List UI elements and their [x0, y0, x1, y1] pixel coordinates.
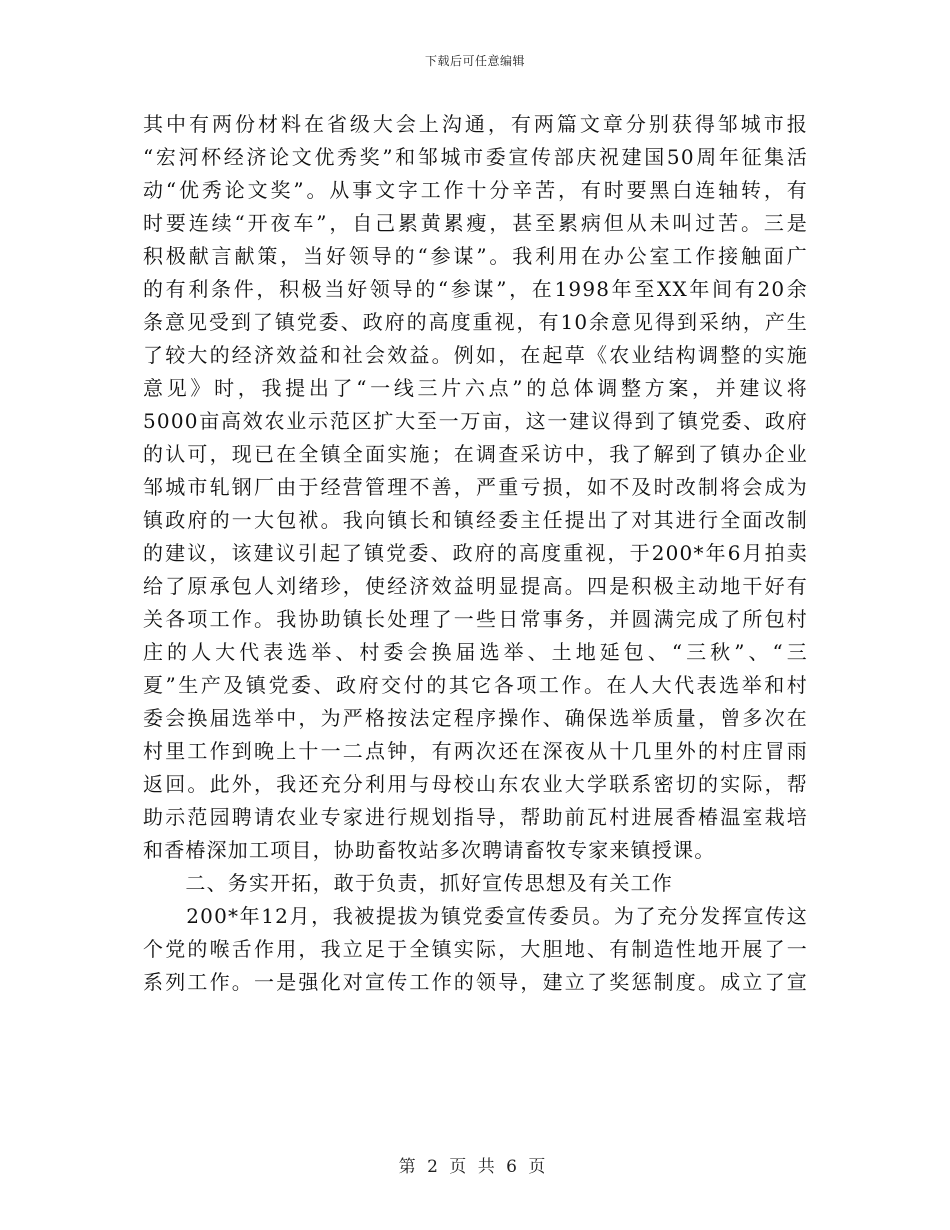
text-line: 镇政府的一大包袱。我向镇长和镇经委主任提出了对其进行全面改制 [143, 508, 808, 532]
text-line: 了较大的经济效益和社会效益。例如，在起草《农业结构调整的实施 [143, 343, 808, 367]
text-line: 关各项工作。我协助镇长处理了一些日常事务，并圆满完成了所包村 [143, 607, 808, 631]
footer-suffix: 页 [528, 1157, 546, 1177]
text-line: 系列工作。一是强化对宣传工作的领导，建立了奖惩制度。成立了宣 [143, 970, 808, 994]
text-line: 条意见受到了镇党委、政府的高度重视，有10余意见得到采纳，产生 [143, 310, 808, 334]
text-line: 的有利条件，积极当好领导的“参谋”，在1998年至XX年间有20余 [143, 277, 808, 301]
text-line: 个党的喉舌作用，我立足于全镇实际，大胆地、有制造性地开展了一 [143, 937, 808, 961]
total-page-number: 6 [506, 1157, 517, 1177]
text-line: 返回。此外，我还充分利用与母校山东农业大学联系密切的实际，帮 [143, 772, 808, 796]
text-line: 给了原承包人刘绪珍，使经济效益明显提高。四是积极主动地干好有 [143, 574, 808, 598]
section-heading: 二、务实开拓，敢于负责，抓好宣传思想及有关工作 [143, 871, 673, 895]
footer-prefix: 第 [398, 1157, 416, 1177]
text-line: 和香椿深加工项目，协助畜牧站多次聘请畜牧专家来镇授课。 [143, 838, 716, 862]
text-line: 助示范园聘请农业专家进行规划指导，帮助前瓦村进展香椿温室栽培 [143, 805, 808, 829]
text-line: 邹城市轧钢厂由于经营管理不善，严重亏损，如不及时改制将会成为 [143, 475, 808, 499]
text-line: 动“优秀论文奖”。从事文字工作十分辛苦，有时要黑白连轴转，有 [143, 178, 808, 202]
text-line: 意见》时，我提出了“一线三片六点”的总体调整方案，并建议将 [143, 376, 808, 400]
text-line: 时要连续“开夜车”，自己累黄累瘦，甚至累病但从未叫过苦。三是 [143, 211, 808, 235]
text-line: 积极献言献策，当好领导的“参谋”。我利用在办公室工作接触面广 [143, 244, 808, 268]
text-line: 的认可，现已在全镇全面实施；在调查采访中，我了解到了镇办企业 [143, 442, 808, 466]
text-line: 夏”生产及镇党委、政府交付的其它各项工作。在人大代表选举和村 [143, 673, 808, 697]
page-header: 下载后可任意编辑 [424, 54, 525, 68]
text-line: “宏河杯经济论文优秀奖”和邹城市委宣传部庆祝建国50周年征集活 [143, 145, 808, 169]
document-body [143, 108, 808, 999]
text-line: 委会换届选举中，为严格按法定程序操作、确保选举质量，曾多次在 [143, 706, 808, 730]
text-line: 庄的人大代表选举、村委会换届选举、土地延包、“三秋”、“三 [143, 640, 808, 664]
text-line: 村里工作到晚上十一二点钟，有两次还在深夜从十几里外的村庄冒雨 [143, 739, 808, 763]
text-line: 的建议，该建议引起了镇党委、政府的高度重视，于200*年6月拍卖 [143, 541, 808, 565]
text-line: 5000亩高效农业示范区扩大至一万亩，这一建议得到了镇党委、政府 [143, 409, 808, 433]
text-line: 200*年12月，我被提拔为镇党委宣传委员。为了充分发挥宣传这 [143, 904, 808, 928]
footer-page-word: 页 [449, 1157, 467, 1177]
text-line: 其中有两份材料在省级大会上沟通，有两篇文章分别获得邹城市报 [143, 112, 808, 136]
current-page-number: 2 [427, 1157, 438, 1177]
footer-total-word: 共 [477, 1157, 495, 1177]
page-footer [0, 1152, 950, 1177]
